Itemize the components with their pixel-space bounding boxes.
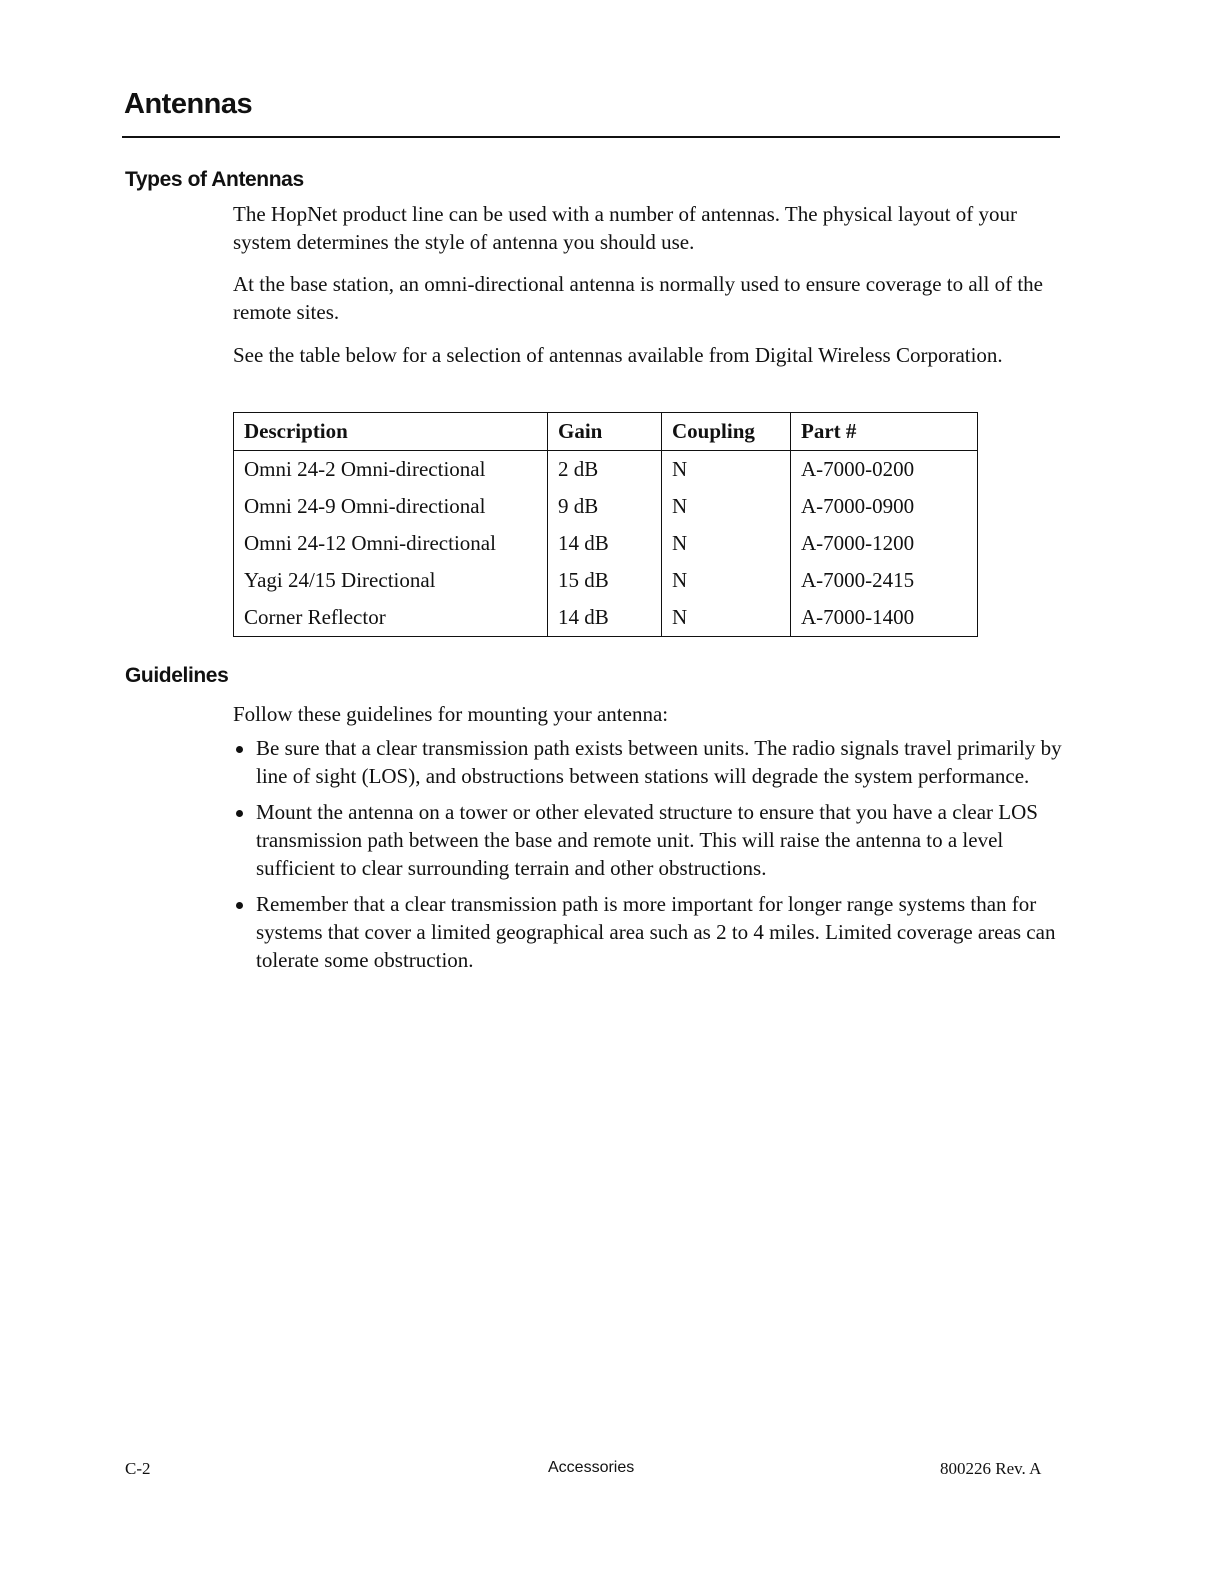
cell-coupling: N xyxy=(662,488,791,525)
page-title: Antennas xyxy=(124,88,253,120)
cell-gain: 9 dB xyxy=(548,488,662,525)
cell-part-number: A-7000-1400 xyxy=(791,599,978,637)
table-row xyxy=(234,525,978,562)
table-row xyxy=(234,488,978,525)
list-item xyxy=(233,734,1063,790)
cell-description: Corner Reflector xyxy=(234,599,548,637)
bullet-icon xyxy=(236,810,243,817)
title-divider xyxy=(122,136,1060,138)
footer-page-number: C-2 xyxy=(125,1459,151,1478)
bullet-icon xyxy=(236,746,243,753)
table-row xyxy=(234,451,978,489)
cell-description: Omni 24-9 Omni-directional xyxy=(234,488,548,525)
cell-part-number: A-7000-0200 xyxy=(791,451,978,489)
cell-gain: 2 dB xyxy=(548,451,662,489)
table-row xyxy=(234,562,978,599)
types-paragraph-2: At the base station, an omni-directional antenna is normally used to ensure coverage to all of the remote sites. xyxy=(233,272,1043,324)
header-part-number: Part # xyxy=(791,413,978,451)
cell-coupling: N xyxy=(662,562,791,599)
cell-part-number: A-7000-0900 xyxy=(791,488,978,525)
guidelines-list xyxy=(233,734,1063,982)
table-header-row xyxy=(234,413,978,451)
footer-section-name: Accessories xyxy=(548,1459,635,1476)
header-gain: Gain xyxy=(548,413,662,451)
guidelines-heading: Guidelines xyxy=(125,664,229,687)
types-paragraph-1: The HopNet product line can be used with a number of antennas. The physical layout of your system determines the style of antenna you should use. xyxy=(233,202,1017,254)
list-item xyxy=(233,890,1063,974)
types-of-antennas-heading: Types of Antennas xyxy=(125,168,304,191)
bullet-icon xyxy=(236,902,243,909)
cell-coupling: N xyxy=(662,451,791,489)
footer-document-id: 800226 Rev. A xyxy=(940,1459,1042,1478)
header-description: Description xyxy=(234,413,548,451)
list-item-text: Remember that a clear transmission path is more important for longer range systems than for systems that cover a limited geographical area such as 2 to 4 miles. Limited coverage areas can tolerate some obstruction. xyxy=(256,892,1056,972)
cell-gain: 14 dB xyxy=(548,599,662,637)
guidelines-intro: Follow these guidelines for mounting your antenna: xyxy=(233,702,669,726)
list-item-text: Be sure that a clear transmission path exists between units. The radio signals travel primarily by line of sight (LOS), and obstructions between stations will degrade the system performance. xyxy=(256,736,1062,788)
cell-coupling: N xyxy=(662,599,791,637)
types-paragraph-3: See the table below for a selection of antennas available from Digital Wireless Corporation. xyxy=(233,343,1003,367)
cell-part-number: A-7000-1200 xyxy=(791,525,978,562)
cell-gain: 15 dB xyxy=(548,562,662,599)
list-item xyxy=(233,798,1063,882)
cell-description: Omni 24-2 Omni-directional xyxy=(234,451,548,489)
table-row xyxy=(234,599,978,637)
antenna-table xyxy=(233,412,978,637)
cell-description: Omni 24-12 Omni-directional xyxy=(234,525,548,562)
cell-description: Yagi 24/15 Directional xyxy=(234,562,548,599)
cell-part-number: A-7000-2415 xyxy=(791,562,978,599)
cell-coupling: N xyxy=(662,525,791,562)
header-coupling: Coupling xyxy=(662,413,791,451)
cell-gain: 14 dB xyxy=(548,525,662,562)
list-item-text: Mount the antenna on a tower or other elevated structure to ensure that you have a clear LOS transmission path between the base and remote unit. This will raise the antenna to a level sufficient to clear surrounding terrain and other obstructions. xyxy=(256,800,1038,880)
